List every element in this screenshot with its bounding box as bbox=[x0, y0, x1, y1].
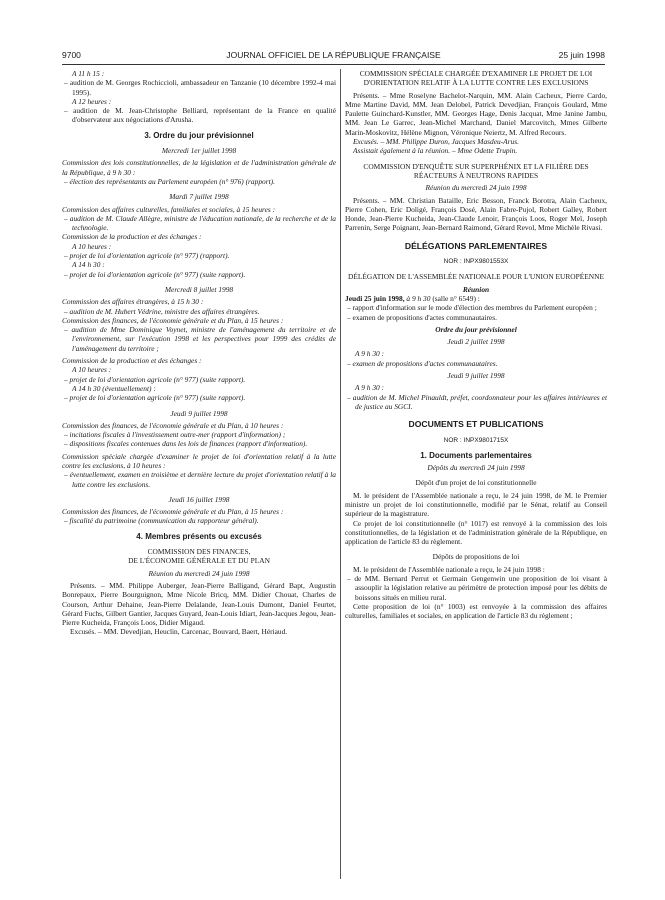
agenda-item: – projet de loi d'orientation agricole (n° 977) (suite rapport). bbox=[64, 374, 246, 384]
attendance-excused: Excusés. – MM. Philippe Duron, Jacques Masdeu-Arus. bbox=[353, 137, 519, 147]
agenda-item: – élection des représentants au Parlement européen (n° 976) (rapport). bbox=[64, 176, 275, 186]
issue-date: 25 juin 1998 bbox=[558, 50, 605, 60]
agenda-item: – examen de propositions d'actes communautaires. bbox=[347, 312, 497, 322]
subsection-title: 1. Documents parlementaires bbox=[420, 450, 532, 460]
column-divider bbox=[340, 69, 341, 879]
section-title: DÉLÉGATIONS PARLEMENTAIRES bbox=[404, 240, 548, 251]
committee-title: COMMISSION DES FINANCES, bbox=[147, 547, 251, 557]
time-label: A 10 heures : bbox=[72, 365, 112, 375]
paragraph: M. le président de l'Assemblée nationale a reçu, le 24 juin 1998 : bbox=[353, 564, 545, 574]
committee-line: Commission de la production et des échanges : bbox=[62, 356, 202, 366]
journal-title: JOURNAL OFFICIEL DE LA RÉPUBLIQUE FRANÇAISE bbox=[226, 50, 441, 60]
committee-line: Commission spéciale chargée d'examiner le projet de loi d'orientation relatif à la lutte contre les exclusions, à 10 heures : bbox=[62, 451, 336, 470]
committee-line: Commission des finances, de l'économie générale et du Plan, à 15 heures : bbox=[62, 507, 284, 517]
agenda-item: – projet de loi d'orientation agricole (n° 977) (rapport). bbox=[64, 251, 230, 261]
day-heading: Jeudi 16 juillet 1998 bbox=[168, 494, 230, 504]
committee-line: Commission des affaires culturelles, familiales et sociales, à 15 heures : bbox=[62, 204, 276, 214]
agenda-heading: Ordre du jour prévisionnel bbox=[435, 324, 517, 334]
committee-line: Commission des affaires étrangères, à 15 h 30 : bbox=[62, 297, 204, 307]
nor-reference: NOR : INPX9801553X bbox=[443, 258, 509, 266]
time-label: A 11 h 15 : bbox=[72, 69, 105, 78]
agenda-item: – examen de propositions d'actes communautaires. bbox=[347, 358, 498, 368]
agenda-item: – projet de loi d'orientation agricole (n° 977) (suite rapport). bbox=[64, 393, 246, 403]
time-label: A 9 h 30 : bbox=[355, 349, 385, 359]
deposit-heading: Dépôt d'un projet de loi constitutionnelle bbox=[415, 478, 537, 488]
agenda-item: – incitations fiscales à l'investissement outre-mer (rapport d'information) ; bbox=[64, 430, 286, 440]
meeting-date: Réunion du mercredi 24 juin 1998 bbox=[148, 568, 250, 578]
time-label: A 12 heures : bbox=[72, 96, 112, 106]
attendance-also: Assistait également à la réunion. – Mme Odette Trupin. bbox=[353, 146, 518, 156]
day-heading: Mercredi 8 juillet 1998 bbox=[164, 284, 234, 294]
committee-title: DE L'ÉCONOMIE GÉNÉRALE ET DU PLAN bbox=[128, 556, 270, 566]
paragraph: Cette proposition de loi (n° 1003) est renvoyée à la commission des affaires culturelles, familiales et sociales, en application de l'article 83 du règlement ; bbox=[345, 601, 607, 621]
committee-line: Commission de la production et des échanges : bbox=[62, 232, 202, 242]
section-title: 3. Ordre du jour prévisionnel bbox=[144, 130, 254, 140]
agenda-item: – fiscalité du patrimoine (communication du rapporteur général). bbox=[64, 516, 259, 526]
day-heading: Jeudi 2 juillet 1998 bbox=[447, 337, 505, 347]
committee-line: Commission des finances, de l'économie générale et du Plan, à 10 heures : bbox=[62, 420, 284, 430]
committee-title: COMMISSION D'ENQUÊTE SUR SUPERPHÉNIX ET LA FILIÈRE DES RÉACTEURS À NEUTRONS RAPIDES bbox=[363, 161, 589, 180]
committee-line: Commission des finances, de l'économie générale et du Plan, à 15 heures : bbox=[62, 315, 284, 325]
paragraph: M. le président de l'Assemblée nationale a reçu, le 24 juin 1998, de M. le Premier ministre un projet de loi constitutionnelle, modifié par le Sénat, relatif au Conseil supérieur de la magistrature. bbox=[345, 490, 607, 519]
section-title: DOCUMENTS ET PUBLICATIONS bbox=[408, 419, 544, 430]
committee-title: COMMISSION SPÉCIALE CHARGÉE D'EXAMINER LE PROJET DE LOI D'ORIENTATION RELATIF À LA LUTTE CONTRE LES EXCLUSIONS bbox=[359, 69, 593, 88]
attendance-present: Présents. – MM. Christian Bataille, Eric Besson, Franck Borotra, Alain Cacheux, Pierre Cohen, Eric Doligé, François Dosé, Alain Fabre-Pujol, Robert Galley, Robert Honde, Jean-Pierre Kucheida, Jean-Claude Lenoir, François Loos, Roger Meï, Joseph Parrenin, Serge Poignant, Jean-Bernard Raimond, Gérard Revol, Mme Michèle Rivasi. bbox=[345, 195, 607, 233]
agenda-item: – audition de M. Jean-Christophe Belliard, représentant de la France en qualité d'observateur aux négociations d'Arusha. bbox=[64, 106, 336, 125]
day-heading: Mercredi 1er juillet 1998 bbox=[161, 146, 237, 156]
agenda-item: – rapport d'information sur le mode d'élection des membres du Parlement européen ; bbox=[347, 303, 597, 313]
attendance-present: Présents. – Mme Roselyne Bachelot-Narquin, MM. Alain Cacheux, Pierre Cardo, Mme Martine David, MM. Jean Delobel, Patrick Devedjian, François Goulard, Mme Paulette Guinchard-Kunstler, MM. Georges Hage, Denis Jacquat, Mme Janine Jambu, MM. Jean Le Garrec, Jean-Michel Marchand, Daniel Marcovitch, Mmes Gilberte Marin-Moskovitz, Hélène Mignon, Véronique Neiertz, M. Alfred Recours. bbox=[345, 90, 607, 137]
header-rule bbox=[62, 64, 605, 65]
paragraph: Ce projet de loi constitutionnelle (n° 1017) est renvoyé à la commission des lois constitutionnelles, de la législation et de l'administration générale de la République, en application de l'article 83 du règlement. bbox=[345, 518, 607, 547]
attendance-excused: Excusés. – MM. Devedjian, Heuclin, Carcenac, Bouvard, Baert, Hériaud. bbox=[70, 627, 288, 637]
meeting-room: (salle n° 6549) : bbox=[432, 293, 480, 303]
meeting-time: à 9 h 30 bbox=[406, 293, 431, 303]
attendance-present: Présents. – MM. Philippe Auberger, Jean-Pierre Balligand, Gérard Bapt, Augustin Bonrepaux, Pierre Bourguignon, Mme Nicole Bricq, MM. Didier Chouat, Charles de Courson, Arthur Dehaine, Jean-Pierre Delalande, Jean-Louis Dumont, Daniel Feurtet, Gérard Fuchs, Gilbert Gantier, Jacques Guyard, Jean-Louis Idiart, Jean-Jacques Jegou, Jean-Pierre Kucheida, François Loos, Didier Migaud. bbox=[62, 580, 336, 628]
agenda-item: – projet de loi d'orientation agricole (n° 977) (suite rapport). bbox=[64, 269, 246, 279]
agenda-item: – audition de Mme Dominique Voynet, ministre de l'aménagement du territoire et de l'environnement, sur l'exécution 1998 et les perspectives pour 1999 des crédits de l'aménagement du territoire ; bbox=[64, 325, 336, 353]
meeting-heading: Réunion bbox=[462, 284, 490, 294]
paragraph: – de MM. Bernard Perrut et Germain Gengenwin une proposition de loi visant à assouplir la législation relative au périmètre de protection imposé pour les débits de boissons situés en milieu rural. bbox=[347, 574, 607, 602]
committee-line: Commission des lois constitutionnelles, de la législation et de l'administration générale de la République, à 9 h 30 : bbox=[62, 158, 336, 177]
time-label: A 10 heures : bbox=[72, 241, 112, 251]
time-label: A 14 h 30 : bbox=[72, 260, 105, 270]
agenda-item: – audition de M. Hubert Védrine, ministre des affaires étrangères. bbox=[64, 306, 260, 316]
nor-reference: NOR : INPX9801715X bbox=[443, 436, 509, 444]
meeting-date bbox=[345, 294, 607, 303]
page-number: 9700 bbox=[62, 50, 81, 60]
day-heading: Jeudi 9 juillet 1998 bbox=[170, 408, 228, 418]
agenda-item: – audition de M. Georges Rochiccioli, ambassadeur en Tanzanie (10 décembre 1992-4 mai 1995). bbox=[64, 78, 336, 97]
time-label: A 9 h 30 : bbox=[355, 383, 385, 393]
time-label: A 14 h 30 (éventuellement) : bbox=[72, 383, 156, 393]
meeting-day: Jeudi 25 juin 1998, bbox=[345, 293, 405, 303]
deposit-heading: Dépôts de propositions de loi bbox=[432, 552, 520, 562]
day-heading: Jeudi 9 juillet 1998 bbox=[447, 371, 505, 381]
delegation-title: DÉLÉGATION DE L'ASSEMBLÉE NATIONALE POUR L'UNION EUROPÉENNE bbox=[348, 272, 604, 282]
section-title: 4. Membres présents ou excusés bbox=[136, 531, 262, 541]
meeting-date: Réunion du mercredi 24 juin 1998 bbox=[425, 183, 527, 193]
deposit-date: Dépôts du mercredi 24 juin 1998 bbox=[427, 463, 525, 473]
left-column bbox=[62, 69, 336, 637]
agenda-item: – audition de M. Michel Pinauldt, préfet, coordonnateur pour les affaires intérieures et de justice au SGCI. bbox=[347, 392, 607, 411]
right-column bbox=[345, 69, 607, 621]
agenda-item: – audition de M. Claude Allègre, ministre de l'éducation nationale, de la recherche et de la technologie. bbox=[64, 213, 336, 233]
day-heading: Mardi 7 juillet 1998 bbox=[169, 192, 229, 202]
agenda-item: – dispositions fiscales contenues dans les lois de finances (rapport d'information). bbox=[64, 439, 308, 449]
agenda-item: – éventuellement, examen en troisième et dernière lecture du projet d'orientation relatif à la lutte contre les exclusions. bbox=[64, 470, 336, 489]
page-header bbox=[62, 50, 605, 64]
